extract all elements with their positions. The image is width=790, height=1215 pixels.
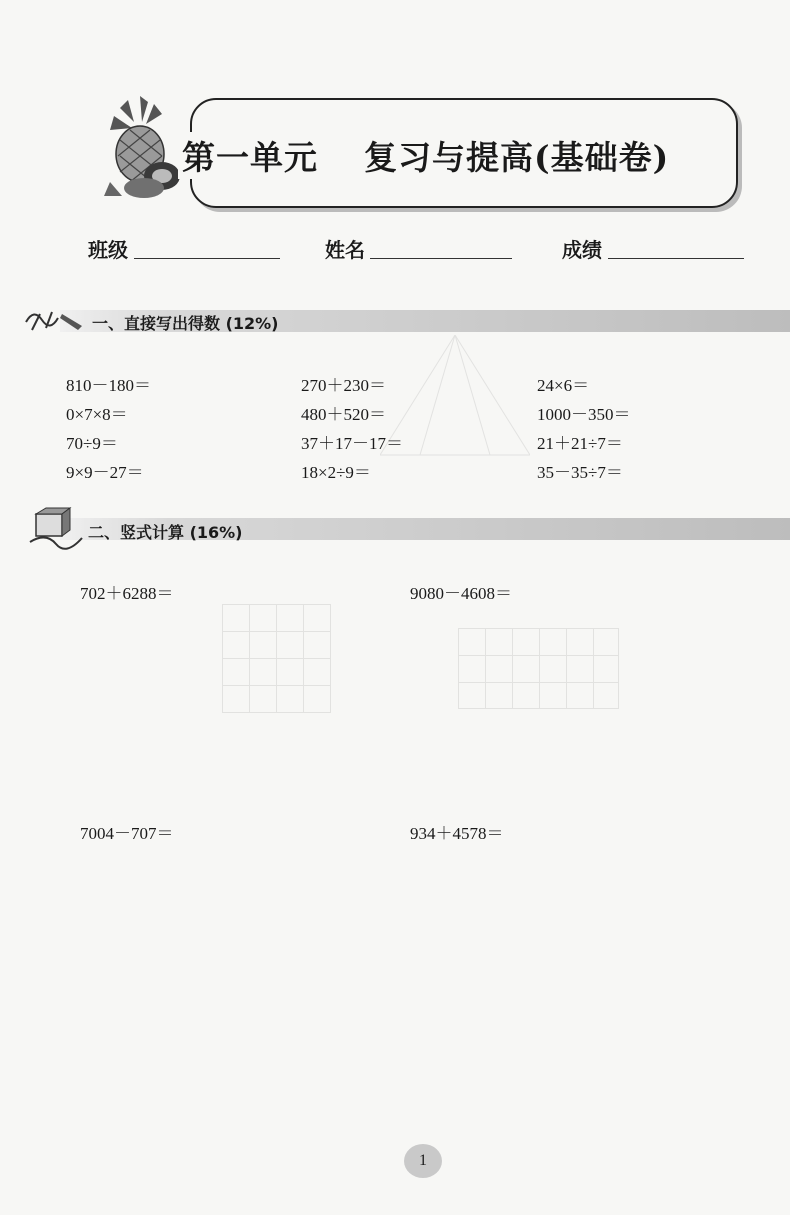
- pineapple-icon: [90, 92, 190, 202]
- mental-math-problem: 810－180＝: [66, 376, 151, 395]
- mental-math-problem: 480＋520＝: [301, 405, 386, 424]
- score-label: 成绩: [562, 238, 602, 262]
- mental-math-problem: 270＋230＝: [301, 376, 386, 395]
- mental-math-problem: 35－35÷7＝: [537, 463, 623, 482]
- name-label: 姓名: [325, 238, 365, 262]
- mental-math-problem: 18×2÷9＝: [301, 463, 371, 482]
- class-label: 班级: [88, 238, 128, 262]
- title-unit: 第一单元: [182, 138, 318, 177]
- mental-math-problem: 24×6＝: [537, 376, 590, 395]
- column-calc-problem: 934＋4578＝: [410, 824, 504, 843]
- book-doodle-icon: [26, 506, 86, 550]
- page-number: 1: [404, 1144, 442, 1178]
- mental-math-problem: 21＋21÷7＝: [537, 434, 623, 453]
- mental-math-problem: 9×9－27＝: [66, 463, 144, 482]
- section2-title: 二、竖式计算 (16%): [88, 523, 243, 542]
- page-title: [178, 132, 673, 179]
- title-subtitle: 复习与提高(基础卷): [364, 138, 670, 177]
- showthrough-grid-right: [458, 628, 619, 709]
- column-calc-problem: 702＋6288＝: [80, 584, 174, 603]
- section1-title: 一、直接写出得数 (12%): [92, 314, 279, 333]
- mental-math-problem: 1000－350＝: [537, 405, 631, 424]
- score-field[interactable]: [608, 258, 744, 259]
- class-field[interactable]: [134, 258, 280, 259]
- name-field[interactable]: [370, 258, 512, 259]
- mental-math-problem: 0×7×8＝: [66, 405, 128, 424]
- pencil-doodle-icon: [22, 302, 88, 336]
- showthrough-grid-left: [222, 604, 331, 713]
- column-calc-problem: 9080－4608＝: [410, 584, 512, 603]
- mental-math-problem: 70÷9＝: [66, 434, 118, 453]
- column-calc-problem: 7004－707＝: [80, 824, 174, 843]
- mental-math-problem: 37＋17－17＝: [301, 434, 403, 453]
